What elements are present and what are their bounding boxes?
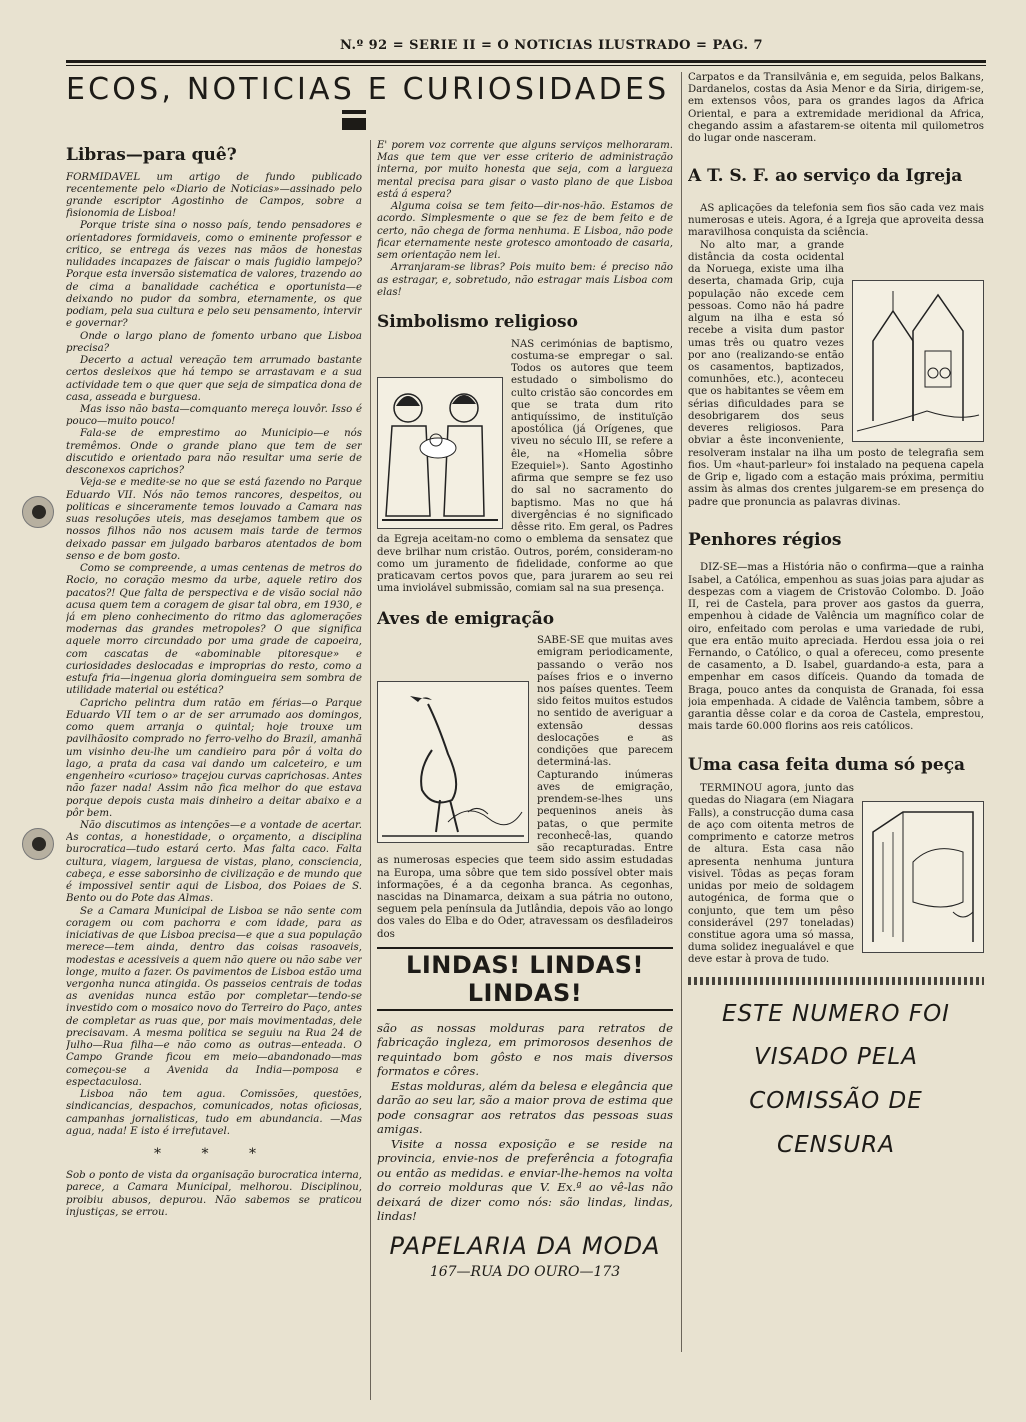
paragraph: TERMINOU agora, junto das quedas do Niagara (em Niagara Falls), a construcção duma casa de aço com oitenta metros de comprimento e catorze metros de altura. Esta casa não apresenta nenhuma juntura visivel. Tôdas as peças foram unidas por meio de soldagem autogénica, de forma que o conjunto, que tem um pêso considerável (297 toneladas) constitue agora uma só massa, duma solidez inegualável e que deve estar à prova de tudo. bbox=[688, 783, 854, 966]
column-2 bbox=[377, 140, 673, 1340]
paragraph: Lisboa não tem agua. Comissões, questões, sindicancias, despachos, comunicados, notas oficiosas, campanhas jornalisticas, tudo em abundancia. —Mas agua, nada! E isto é irrefutavel. bbox=[66, 1089, 362, 1137]
chapel-illustration bbox=[852, 280, 984, 442]
paragraph: Onde o largo plano de fomento urbano que Lisboa precisa? bbox=[66, 330, 362, 354]
title-ornament bbox=[342, 110, 366, 114]
column-3 bbox=[688, 72, 984, 1342]
column-1 bbox=[66, 140, 362, 1350]
column-divider bbox=[681, 72, 682, 1352]
paragraph: Carpatos e da Transilvânia e, em seguida, pelos Balkans, Dardanelos, costas da Asia Menor e da Siria, dirigem-se, em extensos vôos, para os grandes lagos da Africa Oriental, e para a extremidade meridional da Africa, chegando assim a afastarem-se oitenta mil quilometros do lugar onde nasceram. bbox=[688, 72, 984, 145]
paragraph: Capricho pelintra dum ratão em férias—o Parque Eduardo VII tem o ar de ser arrumado aos domingos, como quem arranja o quintal; hoje trouxe um pavilhãosito comprado no ferro-velho do Brazil, amanhã um visinho deu-lhe um candieiro para pôr á volta do lago, a prata da casa vai dando um calceteiro, e um engenheiro «curioso» traçejou curvas caprichosas. Antes não fazer nada! Assim não fica melhor do que estava porque depois custa mais dinheiro a deitar abaixo e a pôr bem. bbox=[66, 697, 362, 819]
article-heading: A T. S. F. ao serviço da Igreja bbox=[688, 166, 963, 187]
binding-hole bbox=[22, 496, 54, 528]
column-divider bbox=[370, 140, 371, 1400]
paragraph: Alguma coisa se tem feito—dir-nos-hão. Estamos de acordo. Simplesmente o que se fez de bem feito e de certo, não chega de forma nenhuma. E Lisboa, não pode ficar eternamente neste grotesco amontoado de casaria, sem orientação nem lei. bbox=[377, 201, 673, 262]
ad-shop-name: PAPELARIA DA MODA bbox=[389, 1231, 661, 1260]
article-heading: Simbolismo religioso bbox=[377, 312, 578, 333]
article-continuation bbox=[377, 140, 673, 299]
section-break-stars: * * * bbox=[154, 1146, 274, 1163]
ad-banner: LINDAS! LINDAS! LINDAS! bbox=[377, 947, 673, 1011]
ad-paragraph: Estas molduras, além da belesa e elegância que darão ao seu lar, são a maior prova de estima que pode consagrar aos retratos das pessoas suas amigas. bbox=[377, 1078, 673, 1137]
paragraph: Arranjaram-se libras? Pois muito bem: é preciso não as estragar, e, sobretudo, não estragar mais Lisboa com elas! bbox=[377, 262, 673, 298]
article-heading: Aves de emigração bbox=[377, 608, 555, 629]
paragraph: AS aplicações da telefonia sem fios são cada vez mais numerosas e uteis. Agora, é a Igreja que aproveita dessa maravilhosa conquista da sciência. bbox=[688, 202, 984, 239]
header-rule-thin bbox=[66, 65, 986, 66]
decorative-wavy-rule bbox=[688, 977, 984, 985]
ad-body bbox=[377, 1021, 673, 1224]
binding-hole bbox=[22, 828, 54, 860]
running-head: N.º 92 = SERIE II = O NOTICIAS ILUSTRADO = PAG. 7 bbox=[340, 38, 764, 53]
paragraph: NAS cerimónias de baptismo, costuma-se empregar o sal. Todos os autores que teem estudado o simbolismo do culto cristão são concordes em que se trata dum rito antiquíssimo, de instituïção apostólica (já Orígenes, que viveu no século III, se refere a êle, na «Homelia sôbre Ezequiel»). Santo Agostinho afirma que sempre se fez uso do sal no sacramento do baptismo. Mas no que há divergências é no significado dêsse rito. Em geral, os Padres da Egreja aceitam-no como o emblema da sensatez que deve brilhar num cristão. Outros, porém, consideram-no como um juramento de fidelidade, conforme ao que praticavam certos povos que, para jurarem ao seu rei uma inviolável submissão, comiam sal na sua presença. bbox=[377, 338, 673, 595]
stork-illustration bbox=[377, 681, 529, 843]
paragraph: Não discutimos as intenções—e a vontade de acertar. As contas, a honestidade, o orçamento, a disciplina burocratica—tudo estará certo. Mas falta caco. Falta cultura, viagem, larguesa de vistas, plano, consciencia, cabeça, e esse saborsinho de civilização e de mundo que é impossivel sentir aqui de Lisboa, dos Poiaes de S. Bento ou do Pote das Almas. bbox=[66, 819, 362, 905]
section-title: ECOS, NOTICIAS E CURIOSIDADES bbox=[66, 72, 670, 107]
steel-house-illustration bbox=[862, 801, 984, 953]
baptism-drawing bbox=[378, 378, 502, 528]
censorship-notice: ESTE NUMERO FOI VISADO PELA COMISSÃO DE CENSURA bbox=[722, 1000, 950, 1158]
paragraph: Porque triste sina o nosso país, tendo pensadores e orientadores formidaveis, como o eminente professor e critico, se entrega ás vezes nas mãos de honestas nulidades incapazes de faiscar o mais fugidio lampejo? Porque esta inversão sistematica de valores, trazendo ao de cima a banalidade cachética e oportunista—e deixando no pudor da sombra, eternamente, os que podiam, pela sua cultura e pelo seu pensamento, intervir e governar? bbox=[66, 220, 362, 330]
paragraph: FORMIDAVEL um artigo de fundo publicado recentemente pelo «Diario de Noticias»—assinado pelo grande escriptor Agostinho de Campos, sobre a fisionomia de Lisboa! bbox=[66, 171, 362, 220]
ad-address: 167—RUA DO OURO—173 bbox=[429, 1263, 621, 1280]
ad-paragraph: são as nossas molduras para retratos de fabricação ingleza, em primorosos desenhos de requintado bom gôsto e nos mais diversos formatos e côres. bbox=[377, 1020, 673, 1079]
paragraph: Se a Camara Municipal de Lisboa se não sente com coragem ou com pachorra e com idade, para as iniciativas de que Lisboa precisa—e que a sua população merece—tem ainda, dentro das coisas rasoaveis, modestas e acessiveis a quem não quere ou não sabe ver longe, muito a fazer. Os pavimentos de Lisboa estão uma vergonha nunca atingida. Os passeios centrais de todas as avenidas nunca estão por completar—tendo-se investido com o mosaico novo do Terreiro do Paço, antes de completar as ruas que, por mais movimentadas, dele precisavam. A mesma politica se seguiu na Rua 24 de Julho—Rua filha—e não como as outras—enteada. O Campo Grande ficou em meio—abandonado—mas começou-se a Avenida da India—pomposa e espectaculosa. bbox=[66, 905, 362, 1088]
article-heading: Penhores régios bbox=[688, 529, 842, 550]
steel-house-drawing bbox=[863, 802, 983, 952]
paragraph: Decerto a actual vereação tem arrumado bastante certos desleixos que há tempo se arrastavam e a sua actividade tem o que quer que seja de simpatica dona de casa, asseada e burguesa. bbox=[66, 355, 362, 403]
baptism-illustration bbox=[377, 377, 503, 529]
chapel-drawing bbox=[853, 281, 983, 441]
stork-drawing bbox=[378, 682, 528, 842]
ad-paragraph: Visite a nossa exposição e se reside na provincia, envie-nos de preferência a fotografia ou então as medidas. e enviar-lhe-hemos na volta do correio molduras que V. Ex.ª ao vê-las não deixará de dizer como nós: são lindas, lindas, lindas! bbox=[377, 1136, 673, 1224]
paragraph: No alto mar, a grande distância da costa ocidental da Noruega, existe uma ilha deserta, chamada Grip, cuja população não excede cem pessoas. Como não há padre algum na ilha e esta só recebe a visita dum pastor umas três ou quatro vezes por ano (realizando-se então os casamentos, baptizados, comunhões, etc.), aconteceu que os habitantes se vêem em sérias dificuldades para se desobrigarem dos seus deveres religiosos. Para obviar a êste inconveniente, resolveram instalar na ilha um posto de telegrafia sem fios. Um «haut-parleur» foi instalado na pequena capela de Grip e, ligado com a estação mais próxima, permitiu assim às almas dos crentes julgarem-se em presença do padre que pronuncia as palavras divinas. bbox=[688, 239, 984, 508]
paragraph: Como se compreende, a umas centenas de metros do Rocio, no coração mesmo da urbe, aquele retiro dos pacatos?! Que falta de perspectiva e de visão social não acusa quem tem a coragem de gisar tal obra, em 1930, e já em pleno conhecimento do ritmo das aglomerações modernas das grandes metropoles? O que significa aquele morro circundado por uma grade de capoeira, com cascatas de «abominable pitoresque» e curiosidades deslocadas e improprias do resto, como a estufa fria—ingenua gloria domingueira sem sombra de utilidade material ou estética? bbox=[66, 563, 362, 697]
paragraph: SABE-SE que muitas aves emigram periodicamente, passando o verão nos países frios e o inverno nos países quentes. Teem sido feitos muitos estudos no sentido de averiguar a extensão dessas deslocações e as condições que parecem determiná-las. Capturando inúmeras aves de emigração, prendem-se-lhes uns pequeninos aneis às patas, o que permite reconhecê-las, quando são recapturadas. Entre as numerosas especies que teem sido assim estudadas na Europa, uma sôbre que tem sido possível obter mais informações, é a da cegonha branca. As cegonhas, nascidas na Dinamarca, deixam a sua pátria no outono, seguem pela península da Jutlândia, depois vão ao longo dos vales do Elba e do Oder, atravessam os desfiladeiros dos bbox=[377, 635, 673, 940]
paragraph: DIZ-SE—mas a História não o confirma—que a rainha Isabel, a Católica, empenhou as suas joias para ajudar as despezas com a viagem de Cristovão Colombo. D. João II, rei de Castela, para prover aos gastos da guerra, empenhou à cidade de Valência um magnífico colar de oiro, enfeitado com perolas e uma variedade de rubi, que era então muito apreciada. Herdou essa joia o rei Fernando, o Católico, o qual a ofereceu, como presente de casamento, a D. Isabel, guardando-a esta, para a empenhar em casos difíceis. Quando da tomada de Braga, pouco antes da conquista de Granada, foi essa joia empenhada. A cidade de Valência tambem, sôbre a garantia dêsse colar e da coroa de Castela, emprestou, mais tarde 60.000 florins aos reis católicos. bbox=[688, 562, 984, 733]
paragraph: Mas isso não basta—comquanto mereça louvôr. Isso é pouco—muito pouco! bbox=[66, 404, 362, 428]
paragraph: Fala-se de emprestimo ao Municipio—e nós tremêmos. Onde o grande plano que tem de ser discutido e orientado para não resultar uma serie de desconexos caprichos? bbox=[66, 428, 362, 477]
paragraph: Sob o ponto de vista da organisação burocratica interna, parece, a Camara Municipal, melhorou. Disciplinou, proibiu abusos, depurou. Não sabemos se praticou injustiças, se errou. bbox=[66, 1170, 362, 1218]
paragraph: Veja-se e medite-se no que se está fazendo no Parque Eduardo VII. Nós não temos rancores, despeitos, ou politicas e sinceramente temos louvado a Camara nas suas resoluções uteis, mas desejamos tambem que os nossos filhos não nos acusem mais tarde de termos deixado passar em julgado barbaros atentados de bom senso e de bom gosto. bbox=[66, 477, 362, 562]
article-heading: Uma casa feita duma só peça bbox=[688, 754, 966, 775]
title-ornament bbox=[342, 118, 366, 130]
header-rule bbox=[66, 60, 986, 63]
article-heading: Libras—para quê? bbox=[66, 145, 237, 165]
paragraph: E' porem voz corrente que alguns serviços melhoraram. Mas que tem que ver esse criterio de administração interna, por muito honesta que seja, com a largueza mental precisa para gisar o vasto plano de que Lisboa está á espera? bbox=[377, 140, 673, 200]
